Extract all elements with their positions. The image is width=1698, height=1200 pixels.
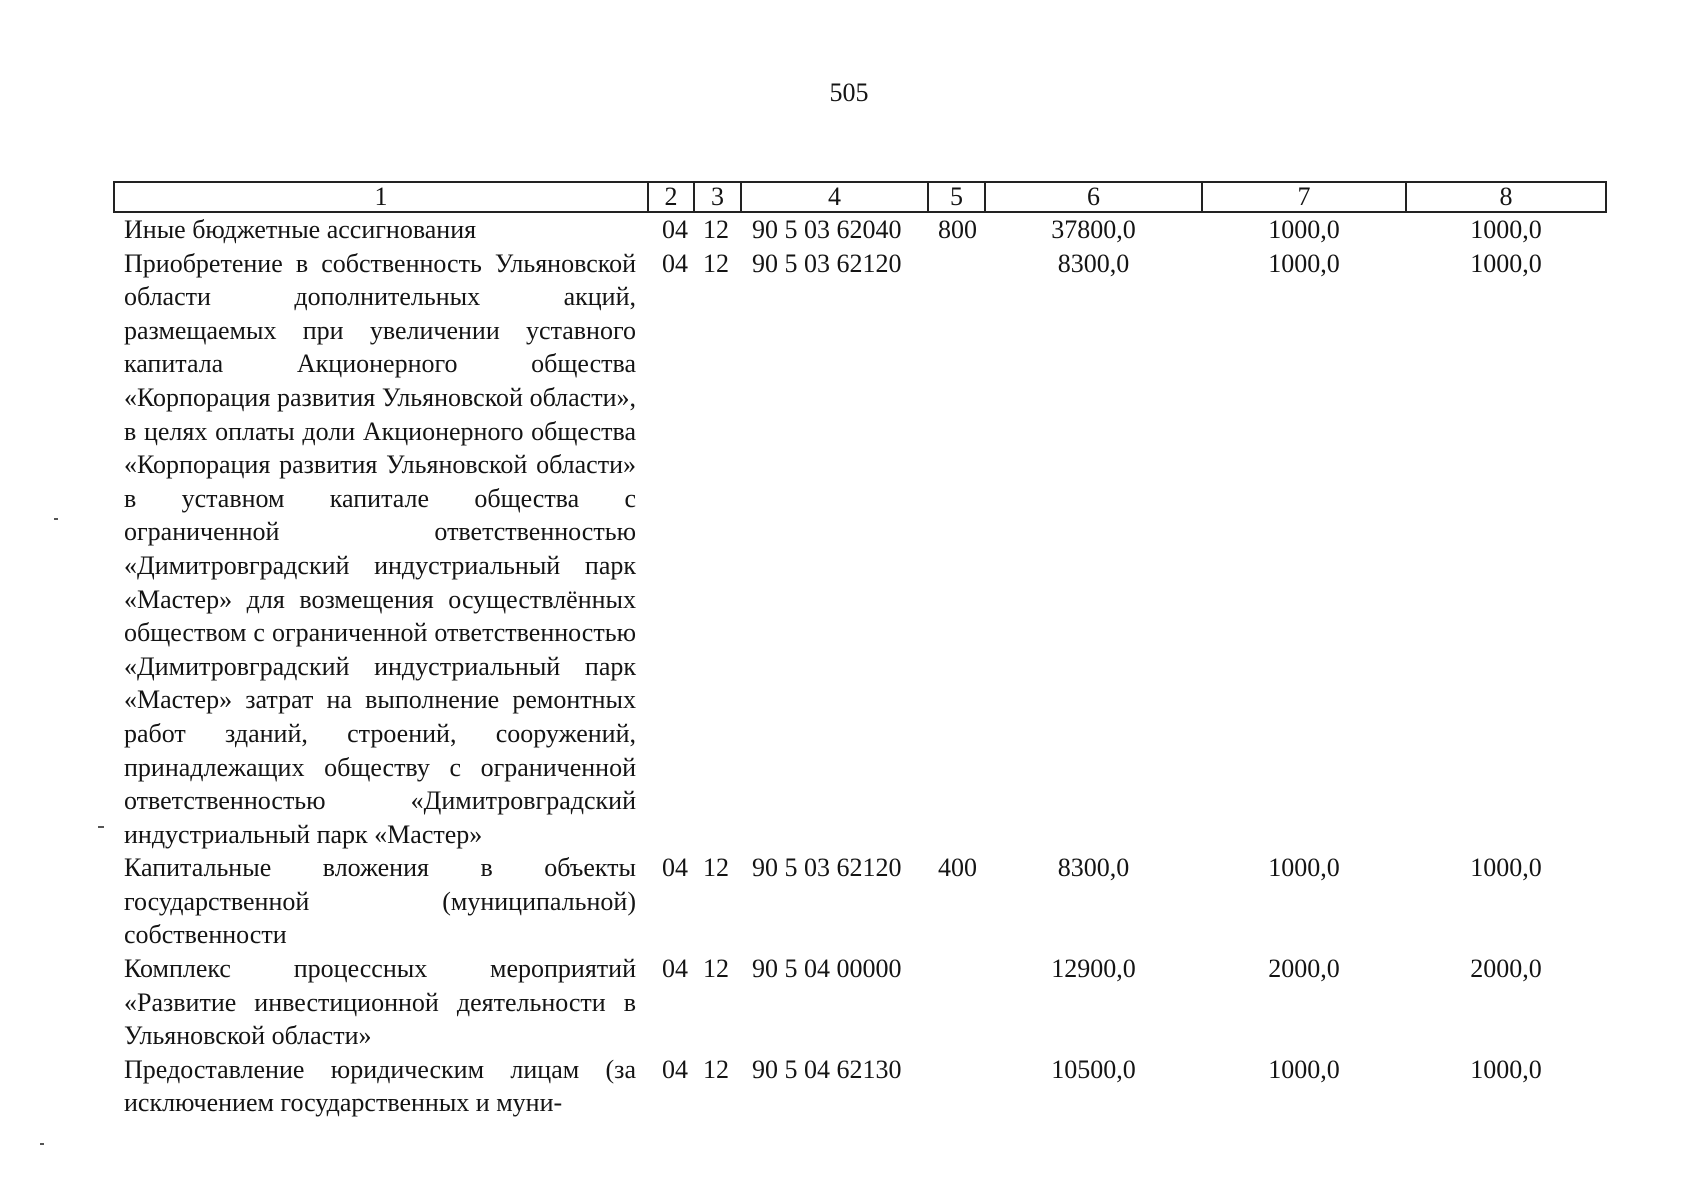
cell-expense-type: [928, 1053, 985, 1120]
table-row: [114, 247, 1606, 852]
cell-amount-col7: 1000,0: [1268, 853, 1340, 883]
scan-speck: [40, 1143, 44, 1145]
cell-amount-col8: 1000,0: [1470, 248, 1542, 278]
budget-table: [113, 181, 1607, 1120]
cell-section: 04: [662, 215, 688, 244]
cell-target-code: 90 5 04 62130: [752, 1054, 902, 1084]
column-header: 7: [1202, 182, 1406, 212]
cell-amount-col8: 2000,0: [1470, 954, 1542, 984]
cell-amount-col6: 37800,0: [1051, 215, 1136, 244]
table-row: [114, 952, 1606, 1053]
cell-section: 04: [662, 1054, 688, 1084]
table-row: [114, 851, 1606, 952]
row-description: Приобретение в собственность Ульяновской области дополнительных акций, размещаемых при увеличении уставного капитала Акционерного общества «Корпорация развития Ульяновской области», в целях оплаты доли Акционерного общества «Корпорация развития Ульяновской области» в уставном капитале общества с ограниченной ответственностью «Димитровградский индустриальный парк «Мастер» для возмещения осуществлённых обществом с ограниченной ответственностью «Димитровградский индустриальный парк «Мастер» затрат на выполнение ремонтных работ зданий, строений, сооружений, принадлежащих обществу с ограниченной ответственностью «Димитровградский индустриальный парк «Мастер»: [124, 248, 636, 849]
cell-target-code: 90 5 03 62120: [752, 248, 902, 278]
row-description: Комплекс процессных мероприятий «Развитие инвестиционной деятельности в Ульяновской области»: [124, 954, 636, 1051]
cell-section: 04: [662, 853, 688, 883]
column-header: 5: [928, 182, 985, 212]
column-header: 8: [1406, 182, 1606, 212]
cell-amount-col8: 1000,0: [1470, 1054, 1542, 1084]
column-header: 4: [741, 182, 928, 212]
table-row: [114, 212, 1606, 247]
cell-section: 04: [662, 954, 688, 984]
cell-amount-col7: 1000,0: [1268, 215, 1340, 244]
row-description: Предоставление юридическим лицам (за исключением государственных и муни-: [124, 1054, 636, 1118]
cell-amount-col7: 1000,0: [1268, 248, 1340, 278]
cell-amount-col7: 1000,0: [1268, 1054, 1340, 1084]
cell-amount-col8: 1000,0: [1470, 215, 1542, 244]
cell-target-code: 90 5 03 62120: [752, 853, 902, 883]
cell-expense-type: [928, 952, 985, 1053]
page-number: 505: [829, 78, 869, 107]
cell-subsection: 12: [703, 853, 729, 883]
scan-speck: [54, 518, 58, 520]
table-header-row: [114, 182, 1606, 212]
cell-section: 04: [662, 248, 688, 278]
cell-amount-col6: 8300,0: [1057, 248, 1130, 278]
cell-subsection: 12: [703, 248, 729, 278]
scan-speck: [98, 826, 104, 828]
cell-target-code: 90 5 03 62040: [752, 215, 902, 244]
column-header: 2: [648, 182, 694, 212]
column-header: 1: [114, 182, 648, 212]
cell-amount-col6: 8300,0: [1057, 853, 1130, 883]
cell-target-code: 90 5 04 00000: [752, 954, 902, 984]
cell-subsection: 12: [703, 1054, 729, 1084]
cell-subsection: 12: [703, 215, 729, 244]
cell-subsection: 12: [703, 954, 729, 984]
cell-amount-col6: 12900,0: [1051, 954, 1136, 984]
row-description: Иные бюджетные ассигнования: [124, 215, 477, 244]
row-description: Капитальные вложения в объекты государственной (муниципальной) собственности: [124, 853, 636, 950]
cell-expense-type: 400: [938, 853, 977, 883]
cell-amount-col7: 2000,0: [1268, 954, 1340, 984]
cell-expense-type: [928, 247, 985, 852]
cell-expense-type: 800: [938, 215, 977, 244]
cell-amount-col6: 10500,0: [1051, 1054, 1136, 1084]
cell-amount-col8: 1000,0: [1470, 853, 1542, 883]
table-row: [114, 1053, 1606, 1120]
column-header: 6: [985, 182, 1202, 212]
column-header: 3: [694, 182, 741, 212]
